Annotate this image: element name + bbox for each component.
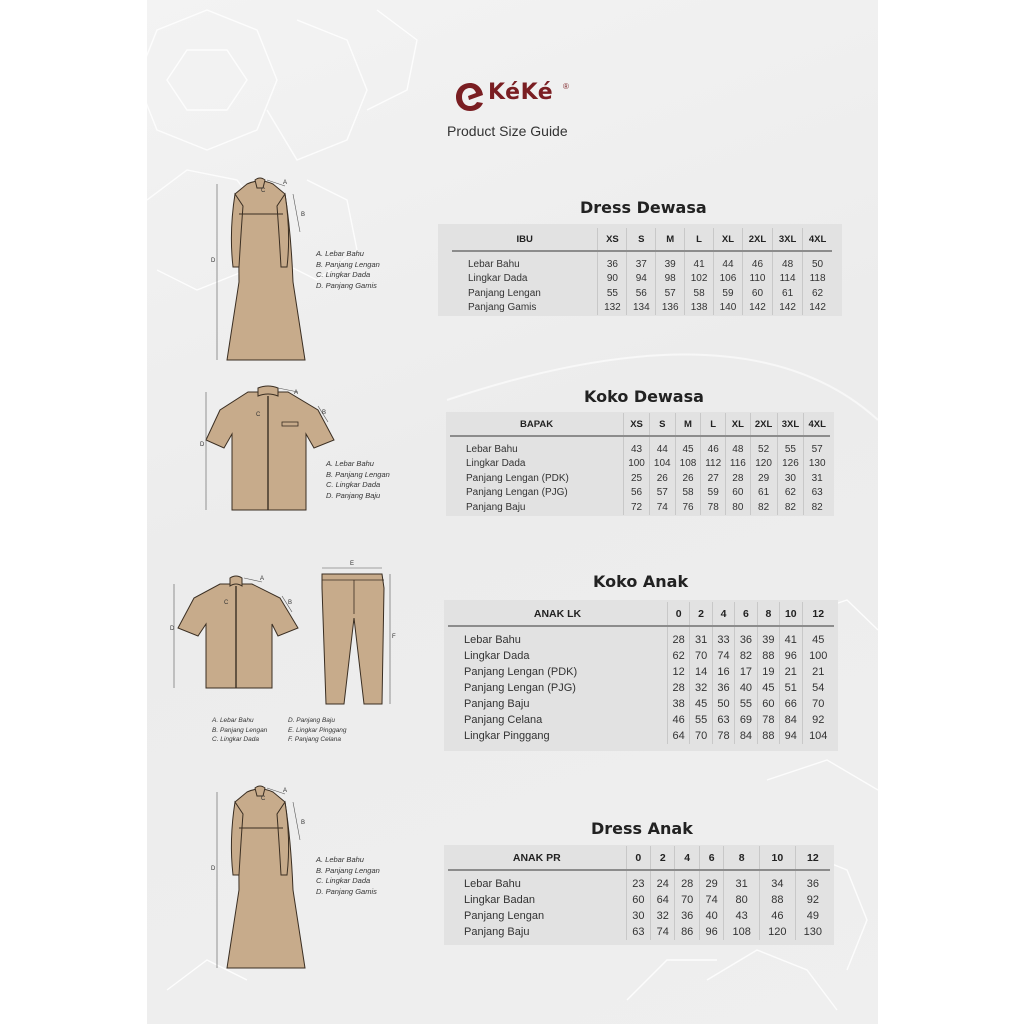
size-value: 25 <box>624 471 650 486</box>
size-value: 26 <box>649 471 675 486</box>
size-value: 102 <box>685 272 714 287</box>
marker-b: B <box>301 212 306 218</box>
table-header-size: 4 <box>712 602 734 626</box>
size-value: 80 <box>724 892 760 908</box>
marker-b: B <box>322 410 327 416</box>
legend-item: C. Lingkar Dada <box>212 736 259 743</box>
section-title-dress-dewasa: Dress Dewasa <box>580 198 707 217</box>
marker-c: C <box>261 188 266 194</box>
table-header-size: XL <box>726 413 751 436</box>
size-value: 58 <box>685 286 714 301</box>
section-title-koko-anak: Koko Anak <box>593 572 689 591</box>
table-row <box>448 680 834 696</box>
table-row <box>452 272 832 287</box>
table-header-row <box>448 846 830 870</box>
size-value: 94 <box>780 728 802 744</box>
table-header-size: L <box>701 413 726 436</box>
size-value: 28 <box>667 626 689 648</box>
size-value: 74 <box>649 500 675 515</box>
table-header-size: S <box>649 413 675 436</box>
row-label: Lingkar Dada <box>468 273 528 285</box>
table-header-size: 12 <box>802 602 834 626</box>
size-value: 46 <box>667 712 689 728</box>
size-value: 58 <box>675 486 701 501</box>
size-value: 30 <box>626 908 650 924</box>
table-row <box>448 892 830 908</box>
size-value: 45 <box>757 680 779 696</box>
row-label: Panjang Gamis <box>468 302 537 314</box>
size-value: 12 <box>667 664 689 680</box>
size-value: 132 <box>598 301 627 316</box>
size-table-koko-anak <box>448 602 834 744</box>
size-table-dress-dewasa <box>452 228 832 315</box>
table-header-size: M <box>675 413 701 436</box>
size-value: 57 <box>656 286 685 301</box>
size-value: 126 <box>777 457 804 472</box>
size-value: 31 <box>724 870 760 892</box>
size-value: 46 <box>760 908 796 924</box>
size-value: 29 <box>699 870 723 892</box>
size-value: 24 <box>651 870 675 892</box>
size-value: 78 <box>757 712 779 728</box>
table-header-row <box>448 602 834 626</box>
legend-item: D. Panjang Gamis <box>316 280 377 290</box>
table-header-size: 2XL <box>742 228 772 251</box>
row-label: Panjang Lengan (PJG) <box>464 682 576 694</box>
legend-item: A. Lebar Bahu <box>326 459 374 468</box>
table-header-size: XS <box>624 413 650 436</box>
marker-d: D <box>170 626 175 632</box>
page-subtitle: Product Size Guide <box>447 123 568 139</box>
table-row <box>448 696 834 712</box>
size-value: 55 <box>777 436 804 457</box>
row-label: Panjang Lengan (PDK) <box>466 472 569 484</box>
size-value: 34 <box>760 870 796 892</box>
legend-item: D. Panjang Baju <box>288 717 335 724</box>
table-header-group: ANAK LK <box>533 607 582 620</box>
size-value: 90 <box>598 272 627 287</box>
size-value: 32 <box>651 908 675 924</box>
size-value: 60 <box>757 696 779 712</box>
size-value: 130 <box>804 457 830 472</box>
size-value: 28 <box>675 870 699 892</box>
size-value: 74 <box>651 924 675 940</box>
size-value: 63 <box>712 712 734 728</box>
size-value: 43 <box>724 908 760 924</box>
marker-d: D <box>200 442 205 448</box>
table-row <box>450 457 830 472</box>
size-value: 57 <box>649 486 675 501</box>
row-label: Lingkar Badan <box>464 894 535 906</box>
size-value: 76 <box>675 500 701 515</box>
size-value: 61 <box>773 286 803 301</box>
size-value: 39 <box>757 626 779 648</box>
size-value: 62 <box>803 286 832 301</box>
table-header-row <box>452 228 832 251</box>
size-value: 74 <box>699 892 723 908</box>
size-value: 46 <box>742 251 772 272</box>
legend-item: F. Panjang Celana <box>288 736 342 743</box>
size-value: 60 <box>726 486 751 501</box>
table-header-size: 3XL <box>773 228 803 251</box>
table-header-size: 10 <box>760 846 796 870</box>
size-value: 96 <box>699 924 723 940</box>
size-value: 33 <box>712 626 734 648</box>
table-header-size: 8 <box>757 602 779 626</box>
table-header-size: 0 <box>626 846 650 870</box>
row-label: Panjang Celana <box>464 714 543 726</box>
row-label: Lingkar Pinggang <box>464 730 550 742</box>
table-header-size: L <box>685 228 714 251</box>
marker-f: F <box>392 634 396 640</box>
size-value: 98 <box>656 272 685 287</box>
legend-item: D. Panjang Gamis <box>316 886 377 896</box>
koko-child-illustration <box>170 570 300 695</box>
table-row <box>448 648 834 664</box>
size-value: 86 <box>675 924 699 940</box>
legend-item: B. Panjang Lengan <box>326 469 390 479</box>
table-row <box>450 486 830 501</box>
marker-c: C <box>224 600 229 606</box>
size-value: 82 <box>750 500 777 515</box>
marker-a: A <box>283 180 288 186</box>
table-header-size: 8 <box>724 846 760 870</box>
table-header-size: 4XL <box>804 413 830 436</box>
size-value: 64 <box>667 728 689 744</box>
size-value: 142 <box>742 301 772 316</box>
row-label: Lebar Bahu <box>468 258 520 270</box>
size-value: 64 <box>651 892 675 908</box>
size-value: 55 <box>735 696 757 712</box>
table-header-size: M <box>656 228 685 251</box>
size-value: 78 <box>701 500 726 515</box>
table-header-size: 12 <box>795 846 830 870</box>
row-label: Lebar Bahu <box>466 443 518 455</box>
section-title-koko-dewasa: Koko Dewasa <box>584 387 704 406</box>
size-value: 31 <box>690 626 712 648</box>
size-value: 56 <box>624 486 650 501</box>
marker-a: A <box>283 788 288 794</box>
size-value: 108 <box>675 457 701 472</box>
size-table-koko-dewasa <box>450 413 830 515</box>
size-value: 32 <box>690 680 712 696</box>
table-row <box>448 626 834 648</box>
size-value: 136 <box>656 301 685 316</box>
row-label: Panjang Baju <box>464 698 530 710</box>
size-value: 36 <box>598 251 627 272</box>
size-value: 140 <box>714 301 743 316</box>
size-value: 55 <box>598 286 627 301</box>
size-value: 92 <box>795 892 830 908</box>
size-value: 36 <box>735 626 757 648</box>
size-value: 44 <box>649 436 675 457</box>
size-value: 46 <box>701 436 726 457</box>
size-value: 82 <box>777 500 804 515</box>
size-value: 112 <box>701 457 726 472</box>
keke-logo-icon <box>454 80 486 114</box>
table-header-size: 2 <box>690 602 712 626</box>
brand-logo-text: KéKé <box>488 80 554 105</box>
size-value: 57 <box>804 436 830 457</box>
table-row <box>448 870 830 892</box>
size-value: 62 <box>667 648 689 664</box>
size-value: 70 <box>690 728 712 744</box>
row-label: Panjang Lengan <box>468 287 541 299</box>
size-value: 94 <box>627 272 656 287</box>
size-value: 61 <box>750 486 777 501</box>
size-value: 38 <box>667 696 689 712</box>
marker-d: D <box>211 866 216 872</box>
registered-mark: ® <box>563 82 569 91</box>
size-value: 92 <box>802 712 834 728</box>
table-header-group: IBU <box>516 233 533 245</box>
size-value: 17 <box>735 664 757 680</box>
table-header-group: BAPAK <box>520 418 554 430</box>
legend-item: C. Lingkar Dada <box>326 480 381 489</box>
table-row <box>450 436 830 457</box>
size-value: 70 <box>690 648 712 664</box>
table-header-size: 2 <box>651 846 675 870</box>
size-value: 54 <box>802 680 834 696</box>
size-value: 43 <box>624 436 650 457</box>
size-value: 30 <box>777 471 804 486</box>
row-label: Panjang Lengan (PJG) <box>466 487 568 499</box>
table-header-size: 10 <box>780 602 802 626</box>
size-value: 28 <box>667 680 689 696</box>
table-row <box>450 471 830 486</box>
size-value: 84 <box>735 728 757 744</box>
size-value: 142 <box>803 301 832 316</box>
row-label: Lebar Bahu <box>464 634 521 646</box>
table-header-size: XS <box>598 228 627 251</box>
size-value: 108 <box>724 924 760 940</box>
size-value: 26 <box>675 471 701 486</box>
size-value: 36 <box>712 680 734 696</box>
size-value: 104 <box>802 728 834 744</box>
row-label: Lebar Bahu <box>464 878 521 890</box>
table-header-row <box>450 413 830 436</box>
size-value: 39 <box>656 251 685 272</box>
size-value: 100 <box>802 648 834 664</box>
legend-item: C. Lingkar Dada <box>316 876 371 885</box>
dress-child-legend <box>316 855 380 897</box>
table-row <box>448 728 834 744</box>
legend-item: A. Lebar Bahu <box>212 717 254 724</box>
legend-item: D. Panjang Baju <box>326 490 381 500</box>
table-row <box>452 251 832 272</box>
size-value: 62 <box>777 486 804 501</box>
size-value: 56 <box>627 286 656 301</box>
table-header-size: 4XL <box>803 228 832 251</box>
marker-c: C <box>256 412 261 418</box>
table-header-size: 4 <box>675 846 699 870</box>
row-label: Lingkar Dada <box>466 458 526 470</box>
size-table-dress-anak <box>448 846 830 940</box>
size-value: 27 <box>701 471 726 486</box>
dress-adult-legend <box>316 249 380 291</box>
size-value: 41 <box>780 626 802 648</box>
size-value: 40 <box>735 680 757 696</box>
section-title-dress-anak: Dress Anak <box>591 819 693 838</box>
size-value: 88 <box>757 648 779 664</box>
size-value: 41 <box>685 251 714 272</box>
size-value: 84 <box>780 712 802 728</box>
size-value: 45 <box>690 696 712 712</box>
size-value: 50 <box>803 251 832 272</box>
size-value: 36 <box>795 870 830 892</box>
size-value: 60 <box>626 892 650 908</box>
size-value: 74 <box>712 648 734 664</box>
table-row <box>452 286 832 301</box>
legend-item: B. Panjang Lengan <box>212 726 268 734</box>
size-value: 82 <box>804 500 830 515</box>
size-value: 106 <box>714 272 743 287</box>
size-value: 130 <box>795 924 830 940</box>
size-value: 88 <box>757 728 779 744</box>
koko-child-legend-left <box>212 716 267 745</box>
size-value: 51 <box>780 680 802 696</box>
row-label: Panjang Baju <box>464 926 530 938</box>
size-value: 14 <box>690 664 712 680</box>
legend-item: B. Panjang Lengan <box>316 259 380 269</box>
pants-child-illustration <box>310 558 400 708</box>
size-value: 63 <box>626 924 650 940</box>
size-value: 100 <box>624 457 650 472</box>
marker-b: B <box>288 600 293 606</box>
koko-child-legend-right <box>288 716 347 745</box>
size-value: 116 <box>726 457 751 472</box>
table-row <box>452 301 832 316</box>
legend-item: A. Lebar Bahu <box>316 855 364 864</box>
size-value: 48 <box>726 436 751 457</box>
row-label: Lingkar Dada <box>464 650 530 662</box>
size-value: 70 <box>675 892 699 908</box>
size-value: 45 <box>675 436 701 457</box>
size-value: 49 <box>795 908 830 924</box>
table-row <box>448 712 834 728</box>
koko-adult-illustration <box>198 382 338 517</box>
size-value: 59 <box>701 486 726 501</box>
size-value: 19 <box>757 664 779 680</box>
legend-item: C. Lingkar Dada <box>316 270 371 279</box>
size-value: 55 <box>690 712 712 728</box>
size-value: 134 <box>627 301 656 316</box>
size-value: 82 <box>735 648 757 664</box>
legend-item: A. Lebar Bahu <box>316 249 364 258</box>
size-value: 110 <box>742 272 772 287</box>
size-value: 78 <box>712 728 734 744</box>
size-value: 59 <box>714 286 743 301</box>
marker-c: C <box>261 796 266 802</box>
size-value: 45 <box>802 626 834 648</box>
marker-b: B <box>301 820 306 826</box>
table-header-size: S <box>627 228 656 251</box>
size-value: 50 <box>712 696 734 712</box>
table-row <box>448 908 830 924</box>
table-header-size: 6 <box>699 846 723 870</box>
table-header-size: 3XL <box>777 413 804 436</box>
table-header-size: XL <box>714 228 743 251</box>
size-value: 104 <box>649 457 675 472</box>
size-value: 138 <box>685 301 714 316</box>
size-value: 142 <box>773 301 803 316</box>
size-value: 72 <box>624 500 650 515</box>
table-row <box>448 664 834 680</box>
size-value: 120 <box>750 457 777 472</box>
size-value: 44 <box>714 251 743 272</box>
size-value: 21 <box>802 664 834 680</box>
size-value: 37 <box>627 251 656 272</box>
row-label: Panjang Lengan <box>464 910 545 922</box>
marker-a: A <box>294 390 299 396</box>
size-value: 80 <box>726 500 751 515</box>
size-value: 114 <box>773 272 803 287</box>
size-value: 60 <box>742 286 772 301</box>
size-value: 36 <box>675 908 699 924</box>
size-value: 69 <box>735 712 757 728</box>
size-value: 70 <box>802 696 834 712</box>
table-row <box>448 924 830 940</box>
size-value: 16 <box>712 664 734 680</box>
legend-item: B. Panjang Lengan <box>316 865 380 875</box>
size-value: 48 <box>773 251 803 272</box>
size-value: 40 <box>699 908 723 924</box>
marker-d: D <box>211 258 216 264</box>
size-value: 28 <box>726 471 751 486</box>
table-header-group: ANAK PR <box>512 851 561 864</box>
size-value: 52 <box>750 436 777 457</box>
size-value: 66 <box>780 696 802 712</box>
dress-adult-illustration <box>205 172 315 367</box>
size-value: 23 <box>626 870 650 892</box>
size-value: 29 <box>750 471 777 486</box>
size-value: 88 <box>760 892 796 908</box>
size-value: 118 <box>803 272 832 287</box>
marker-a: A <box>260 576 265 582</box>
row-label: Panjang Baju <box>466 501 526 513</box>
size-value: 120 <box>760 924 796 940</box>
dress-child-illustration <box>205 780 315 975</box>
size-value: 63 <box>804 486 830 501</box>
table-header-size: 6 <box>735 602 757 626</box>
koko-adult-legend <box>326 459 390 501</box>
table-header-size: 0 <box>667 602 689 626</box>
size-value: 96 <box>780 648 802 664</box>
size-value: 21 <box>780 664 802 680</box>
legend-item: E. Lingkar Pinggang <box>288 726 347 734</box>
table-row <box>450 500 830 515</box>
table-header-size: 2XL <box>750 413 777 436</box>
marker-e: E <box>350 561 355 567</box>
size-value: 31 <box>804 471 830 486</box>
row-label: Panjang Lengan (PDK) <box>464 666 578 678</box>
